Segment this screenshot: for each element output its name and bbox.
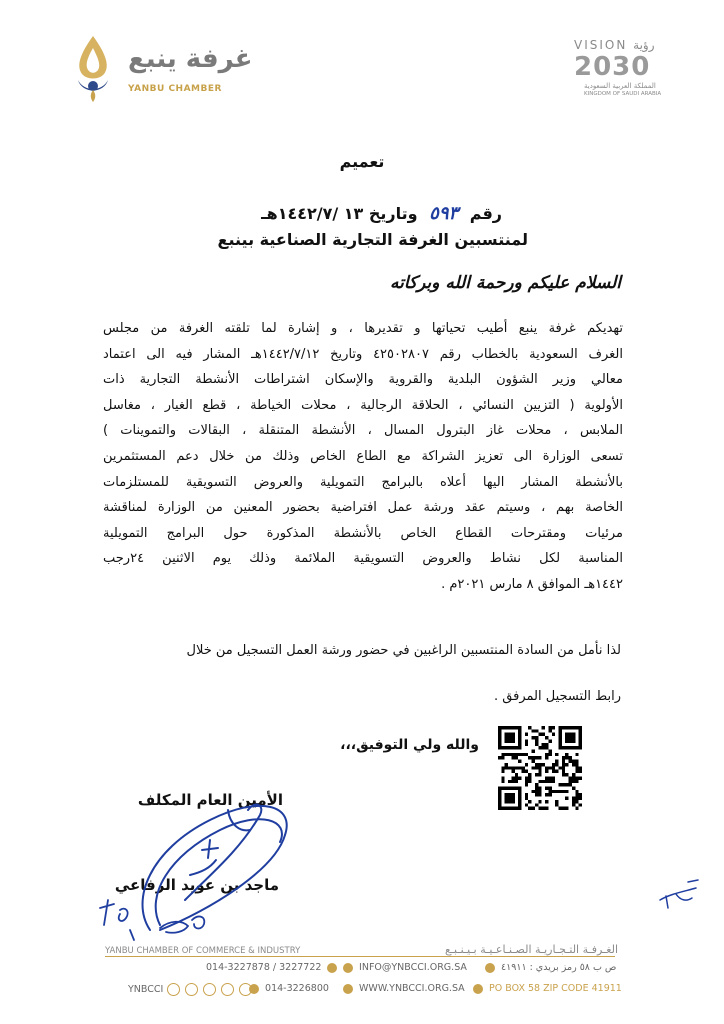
logo-english-text: YANBU CHAMBER (128, 84, 222, 94)
logo-arabic-text: غرفة ينبع (128, 44, 253, 74)
footer-website (340, 983, 465, 994)
paragraph-line: تسعى الوزارة الى تعزيز الشراكة مع الطاع الخاص وذلك من خلال دعم المستثمرين (103, 448, 623, 464)
reference-number: ٥٩٣ (429, 203, 459, 224)
vision-label: VISION رؤية (574, 38, 655, 52)
body-paragraph (103, 316, 623, 598)
paragraph-line: الغرف السعودية بالخطاب رقم ٤٢٥٠٢٨٠٧ وتاريخ ١٤٤٢/٧/١٢هـ المشار فيه الى اعتماد (103, 346, 623, 362)
chamber-emblem-icon (70, 34, 116, 104)
mailbox-icon (473, 984, 483, 994)
location-icon (485, 963, 495, 973)
footer-fax (246, 983, 329, 994)
vision-country-ar: المملكة العربية السعودية (584, 82, 656, 90)
fax-icon (249, 984, 259, 994)
paragraph-line: مرئيات ومقترحات القطاع الخاص بالأنشطة المذكورة حول البرامج التمويلية (103, 525, 623, 541)
website-link[interactable]: WWW.YNBCCI.ORG.SA (359, 983, 465, 994)
paragraph-line: بالأنشطة المشار اليها أعلاه بالبرامج التمويلية والعروض التسويقية للمستلزمات (103, 474, 623, 490)
footer-pobox-ar (482, 962, 616, 973)
snapchat-icon[interactable] (221, 983, 234, 996)
vision-year: 2030 (574, 52, 651, 82)
vision-2030-logo (570, 38, 680, 98)
signatory-title: الأمين العام المكلف (137, 791, 283, 809)
paragraph-line: المناسبة لكل نشاط والعروض التسويقية الملائمة وذلك يوم الاثنين ٢٤رجب (103, 551, 623, 567)
email-icon (343, 963, 353, 973)
greeting: السلام عليكم ورحمة الله وبركاته (390, 273, 621, 293)
footer-phone (206, 962, 340, 973)
footer-email (340, 962, 467, 973)
footer-chamber-name-en: YANBU CHAMBER OF COMMERCE & INDUSTRY (105, 946, 301, 956)
vision-country-en: KINGDOM OF SAUDI ARABIA (584, 91, 662, 97)
email-address[interactable]: INFO@YNBCCI.ORG.SA (359, 962, 467, 973)
phone-icon (327, 963, 337, 973)
registration-request: لذا نأمل من السادة المنتسبين الراغبين في حضور ورشة العمل التسجيل من خلال (186, 643, 621, 658)
globe-icon (343, 984, 353, 994)
footer-chamber-name-ar: الغـرفـة التـجـاريـة الصـنـاعـيـة بـيـنـبـع (444, 943, 618, 956)
footer-pobox-en (470, 983, 622, 994)
reference-date: وتاريخ ١٣ /١٤٤٢/٧هـ (261, 204, 418, 223)
yanbu-chamber-logo (68, 34, 253, 108)
circular-title: تعميم (339, 152, 385, 171)
footer-social (128, 983, 253, 996)
signatory-name: ماجد بن عويد الرفاعي (114, 876, 279, 894)
pobox-english: PO BOX 58 ZIP CODE 41911 (489, 983, 622, 994)
registration-link-note: رابط التسجيل المرفق . (494, 689, 621, 704)
twitter-icon[interactable] (185, 983, 198, 996)
paragraph-line: الخاصة بهم ، وسيتم عقد ورشة عمل افتراضية بحضور المعنين من الوزارة لمناقشة (103, 500, 623, 516)
reference-prefix: رقم (469, 204, 502, 223)
fax-number: 014-3226800 (265, 983, 329, 994)
pobox-arabic: ص ب ٥٨ رمز بريدي : ٤١٩١١ (501, 962, 617, 973)
paragraph-line: ١٤٤٢هـ الموافق ٨ مارس ٢٠٢١م . (441, 576, 623, 592)
footer-divider (105, 956, 615, 957)
phone-numbers: 014-3227878 / 3227722 (206, 962, 322, 973)
instagram-icon[interactable] (203, 983, 216, 996)
letterhead-footer (0, 940, 724, 1024)
paragraph-line: الملابس ، محلات غاز البترول المسال ، الأنشطة المتنقلة ، البقالات والتموينات ) (103, 423, 623, 439)
registration-qr-code[interactable] (498, 726, 582, 810)
paragraph-line: تهديكم غرفة ينبع أطيب تحياتها و تقديرها ، و إشارة لما تلقته الغرفة من مجلس (103, 321, 623, 336)
closing-phrase: والله ولي التوفيق،،، (340, 737, 479, 753)
facebook-icon[interactable] (167, 983, 180, 996)
recipient-line: لمنتسبين الغرفة التجارية الصناعية بينبع (217, 230, 528, 249)
handwritten-signature (90, 780, 320, 950)
social-handle: YNBCCI (128, 984, 164, 995)
paragraph-line: معالي وزير الشؤون البلدية والقروية والإسكان اشتراطات الأنشطة التجارية ذات (103, 372, 623, 388)
reference-line (261, 203, 502, 224)
paragraph-line: الأولوية ( التزيين النسائي ، الحلاقة الرجالية ، محلات الخياطة ، قطع الغيار ، مغاسل (103, 397, 623, 413)
margin-initials (652, 868, 702, 918)
